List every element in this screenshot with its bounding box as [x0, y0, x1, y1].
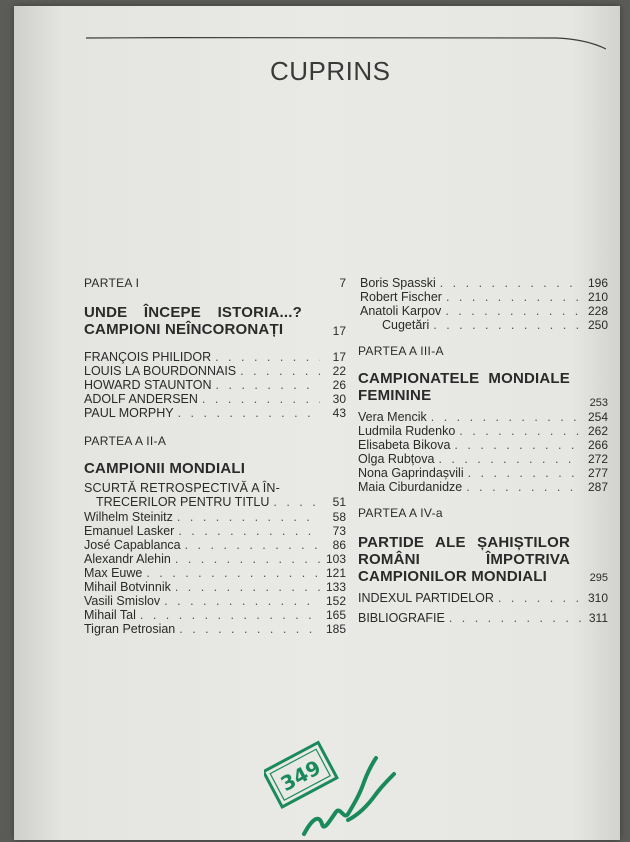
- dot-leader: [454, 438, 582, 452]
- heading-4: PARTIDE ALE ȘAHIȘTILOR ROMÂNI ÎMPOTRIVA CAMPIONILOR MONDIALI: [358, 534, 570, 585]
- toc-entry-page: 73: [332, 524, 346, 538]
- heading-2: CAMPIONII MONDIALI: [84, 460, 246, 477]
- toc-entry-name: José Capablanca: [84, 538, 181, 552]
- toc-entry-page: 58: [332, 510, 346, 524]
- dot-leader: [164, 594, 320, 608]
- dot-leader: [273, 495, 320, 509]
- toc-entry-page: 250: [587, 318, 608, 332]
- toc-entry-page: 185: [325, 622, 346, 636]
- toc-entry: [358, 480, 608, 494]
- part-4-label: PARTEA A IV-a: [358, 506, 443, 520]
- library-stamp: [264, 724, 414, 842]
- dot-leader: [440, 276, 582, 290]
- dot-leader: [178, 406, 320, 420]
- toc-entry: [358, 452, 608, 466]
- toc-entry: [360, 318, 608, 332]
- toc-entry: [360, 276, 608, 290]
- toc-entry-name: Vera Mencik: [358, 410, 427, 424]
- dot-leader: [466, 480, 582, 494]
- toc-entry-page: 103: [325, 552, 346, 566]
- dot-leader: [178, 524, 320, 538]
- dot-leader: [498, 591, 582, 605]
- bibliography-row: [358, 611, 608, 625]
- retrospective-page: 51: [332, 495, 346, 509]
- toc-entry: [360, 304, 608, 318]
- toc-entry: [84, 392, 346, 406]
- toc-entry-name: Maia Ciburdanidze: [358, 480, 463, 494]
- toc-entry-name: Anatoli Karpov: [360, 304, 442, 318]
- toc-entry-page: 196: [587, 276, 608, 290]
- dot-leader: [431, 410, 582, 424]
- index-page: 310: [587, 591, 608, 605]
- toc-right-column: [358, 276, 608, 625]
- toc-entry-page: 262: [587, 424, 608, 438]
- toc-entry-name: LOUIS LA BOURDONNAIS: [84, 364, 237, 378]
- toc-entry-name: Olga Rubțova: [358, 452, 435, 466]
- toc-entry: [84, 350, 346, 364]
- bibliography-label: BIBLIOGRAFIE: [358, 611, 445, 625]
- toc-entry: [84, 378, 346, 392]
- toc-entry-name: ADOLF ANDERSEN: [84, 392, 198, 406]
- heading-3-block: [358, 370, 608, 409]
- retrospective-line-2: TRECERILOR PENTRU TITLU: [96, 495, 270, 509]
- part-1-label: PARTEA I: [84, 276, 140, 290]
- entries-0-list: [358, 276, 608, 332]
- dot-leader: [202, 392, 320, 406]
- toc-entry-page: 228: [587, 304, 608, 318]
- toc-entry: [84, 510, 346, 524]
- toc-entry-page: 254: [587, 410, 608, 424]
- part-3-label: PARTEA A III-A: [358, 344, 444, 358]
- entries-3-list: [358, 410, 608, 494]
- dot-leader: [240, 364, 320, 378]
- toc-entry-name: Robert Fischer: [360, 290, 442, 304]
- toc-entry-page: 17: [332, 350, 346, 364]
- toc-entry: [84, 622, 346, 636]
- part-2-label: PARTEA A II-A: [84, 434, 167, 448]
- toc-entry-name: Cugetări: [382, 318, 430, 332]
- bibliography-page: 311: [588, 611, 608, 625]
- toc-entry: [84, 524, 346, 538]
- toc-entry-name: Mihail Tal: [84, 608, 136, 622]
- toc-entry-page: 165: [325, 608, 346, 622]
- toc-entry: [358, 466, 608, 480]
- dot-leader: [445, 304, 582, 318]
- index-row: [358, 591, 608, 605]
- dot-leader: [438, 452, 582, 466]
- toc-entry-name: Ludmila Rudenko: [358, 424, 456, 438]
- toc-entry-name: Elisabeta Bikova: [358, 438, 451, 452]
- heading-3: CAMPIONATELE MONDIALE FEMININE: [358, 370, 570, 404]
- dot-leader: [175, 580, 320, 594]
- dot-leader: [216, 378, 320, 392]
- heading-1: UNDE ÎNCEPE ISTORIA...? CAMPIONI NEÎNCORONAȚI: [84, 304, 302, 338]
- dot-leader: [468, 466, 582, 480]
- dot-leader: [140, 608, 320, 622]
- entries-2-list: [84, 510, 346, 636]
- book-page: [14, 6, 620, 840]
- toc-entry-page: 133: [325, 580, 346, 594]
- dot-leader: [146, 566, 320, 580]
- retrospective-line-1: SCURTĂ RETROSPECTIVĂ A ÎN-: [84, 481, 280, 495]
- toc-entry-page: 277: [587, 466, 608, 480]
- heading-4-block: [358, 534, 608, 585]
- dot-leader: [177, 510, 320, 524]
- dot-leader: [459, 424, 582, 438]
- toc-entry: [84, 580, 346, 594]
- part-1-page: 7: [339, 276, 346, 290]
- toc-entry-page: 121: [325, 566, 346, 580]
- toc-entry-page: 30: [332, 392, 346, 406]
- toc-entry-name: HOWARD STAUNTON: [84, 378, 212, 392]
- toc-entry-name: PAUL MORPHY: [84, 406, 174, 420]
- toc-entry: [84, 538, 346, 552]
- heading-4-page: 295: [589, 572, 608, 584]
- toc-entry: [358, 424, 608, 438]
- index-label: INDEXUL PARTIDELOR: [358, 591, 494, 605]
- toc-entry-page: 210: [587, 290, 608, 304]
- toc-entry-page: 152: [325, 594, 346, 608]
- heading-1-page: 17: [332, 324, 346, 338]
- toc-entry-page: 26: [332, 378, 346, 392]
- toc-entry: [358, 410, 608, 424]
- page-title: CUPRINS: [270, 56, 391, 86]
- toc-entry-name: Tigran Petrosian: [84, 622, 176, 636]
- dot-leader: [446, 290, 582, 304]
- toc-entry: [358, 438, 608, 452]
- entries-1-list: [84, 350, 346, 420]
- toc-entry-page: 272: [587, 452, 608, 466]
- toc-entry-page: 22: [332, 364, 346, 378]
- toc-entry-name: Mihail Botvinnik: [84, 580, 171, 594]
- retrospective-row: [84, 495, 346, 509]
- dot-leader: [449, 611, 582, 625]
- dot-leader: [433, 318, 582, 332]
- toc-entry-name: Max Euwe: [84, 566, 143, 580]
- toc-entry-page: 86: [332, 538, 346, 552]
- toc-entry-name: Nona Gaprindașvili: [358, 466, 464, 480]
- toc-entry: [360, 290, 608, 304]
- dot-leader: [185, 538, 320, 552]
- toc-entry: [84, 594, 346, 608]
- toc-entry-name: Wilhelm Steinitz: [84, 510, 173, 524]
- toc-entry-name: Emanuel Lasker: [84, 524, 175, 538]
- toc-entry: [84, 566, 346, 580]
- toc-entry-page: 287: [587, 480, 608, 494]
- toc-entry: [84, 608, 346, 622]
- dot-leader: [175, 552, 320, 566]
- stamp-number: 349: [276, 755, 325, 796]
- toc-entry: [84, 406, 346, 420]
- toc-entry: [84, 552, 346, 566]
- toc-entry-name: Boris Spasski: [360, 276, 436, 290]
- toc-entry-page: 43: [332, 406, 346, 420]
- toc-entry-name: Vasili Smislov: [84, 594, 161, 608]
- heading-3-page: 253: [589, 397, 608, 409]
- heading-1-block: [84, 304, 346, 338]
- toc-entry-page: 266: [587, 438, 608, 452]
- dot-leader: [179, 622, 320, 636]
- header-rule: [86, 36, 606, 50]
- dot-leader: [215, 350, 320, 364]
- toc-left-column: [84, 276, 346, 636]
- part-1-row: [84, 276, 346, 290]
- toc-entry: [84, 364, 346, 378]
- toc-entry-name: Alexandr Alehin: [84, 552, 171, 566]
- toc-entry-name: FRANÇOIS PHILIDOR: [84, 350, 212, 364]
